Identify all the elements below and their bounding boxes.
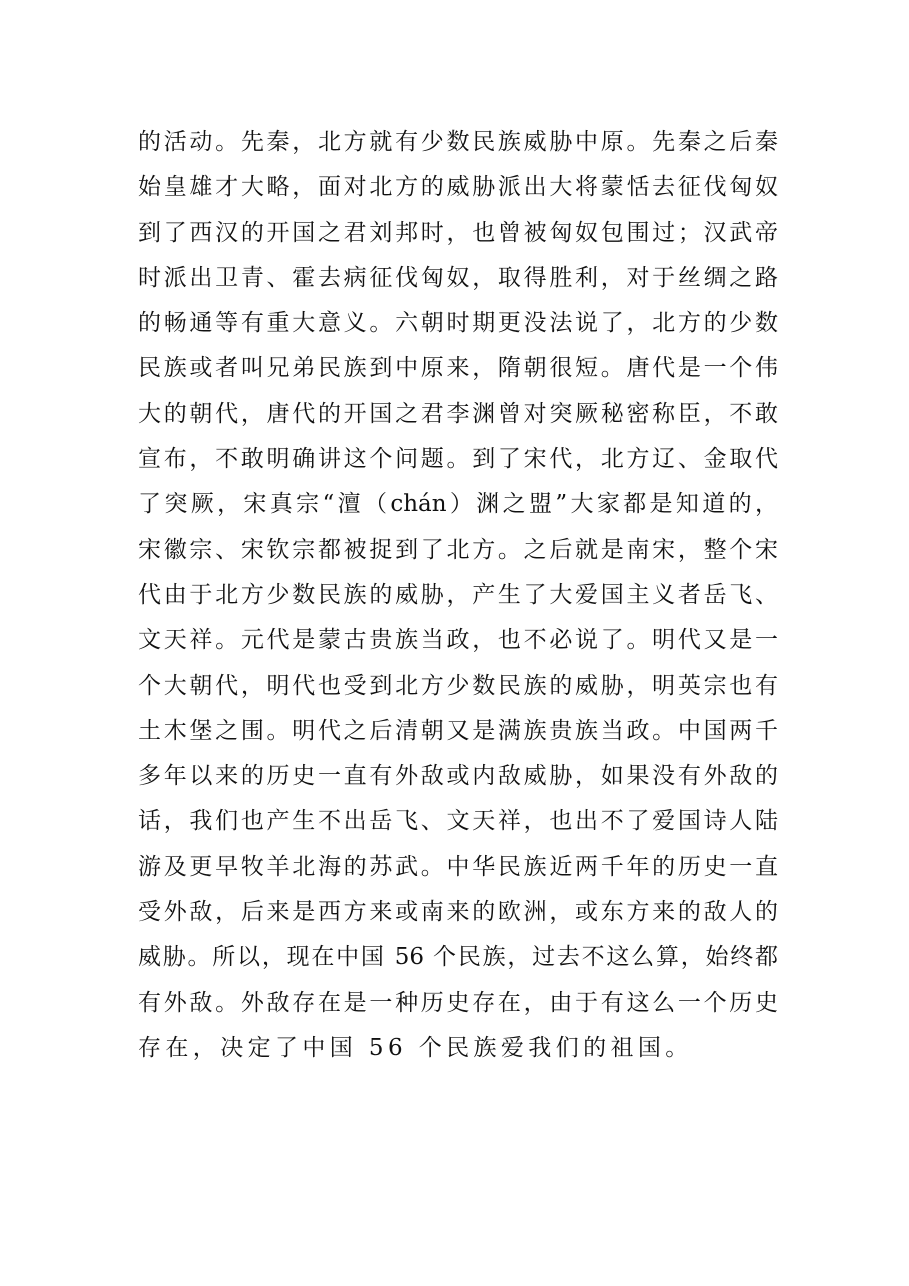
text-line: 的畅通等有重大意义。六朝时期更没法说了，北方的少数: [138, 310, 778, 337]
text-line: 大的朝代，唐代的开国之君李渊曾对突厥秘密称臣，不敢: [138, 400, 778, 427]
text-line: 受外敌，后来是西方来或南来的欧洲，或东方来的敌人的: [138, 899, 778, 926]
body-paragraph: [138, 120, 778, 1071]
text-line: 威胁。所以，现在中国 56 个民族，过去不这么算，始终都: [138, 944, 778, 971]
text-line-last: 存在，决定了中国 56 个民族爱我们的祖国。: [138, 1034, 693, 1061]
text-line: 多年以来的历史一直有外敌或内敌威胁，如果没有外敌的: [138, 763, 778, 790]
text-line: 有外敌。外敌存在是一种历史存在，由于有这么一个历史: [138, 989, 778, 1016]
text-line: 游及更早牧羊北海的苏武。中华民族近两千年的历史一直: [138, 853, 778, 880]
text-line: 的活动。先秦，北方就有少数民族威胁中原。先秦之后秦: [138, 129, 778, 155]
text-line: 个大朝代，明代也受到北方少数民族的威胁，明英宗也有: [138, 672, 778, 699]
text-line: 代由于北方少数民族的威胁，产生了大爱国主义者岳飞、: [138, 581, 778, 608]
text-line: 话，我们也产生不出岳飞、文天祥，也出不了爱国诗人陆: [138, 808, 778, 835]
text-line: 土木堡之围。明代之后清朝又是满族贵族当政。中国两千: [138, 717, 778, 744]
text-line: 了突厥，宋真宗“澶（chán）渊之盟”大家都是知道的，: [138, 491, 778, 518]
text-line: 宋徽宗、宋钦宗都被捉到了北方。之后就是南宋，整个宋: [138, 536, 778, 563]
text-line: 文天祥。元代是蒙古贵族当政，也不必说了。明代又是一: [138, 627, 778, 654]
text-line: 时派出卫青、霍去病征伐匈奴，取得胜利，对于丝绸之路: [138, 264, 778, 291]
text-line: 始皇雄才大略，面对北方的威胁派出大将蒙恬去征伐匈奴: [138, 174, 778, 201]
text-line: 民族或者叫兄弟民族到中原来，隋朝很短。唐代是一个伟: [138, 355, 778, 382]
text-line: 到了西汉的开国之君刘邦时，也曾被匈奴包围过；汉武帝: [138, 219, 778, 246]
text-line: 宣布，不敢明确讲这个问题。到了宋代，北方辽、金取代: [138, 446, 778, 473]
